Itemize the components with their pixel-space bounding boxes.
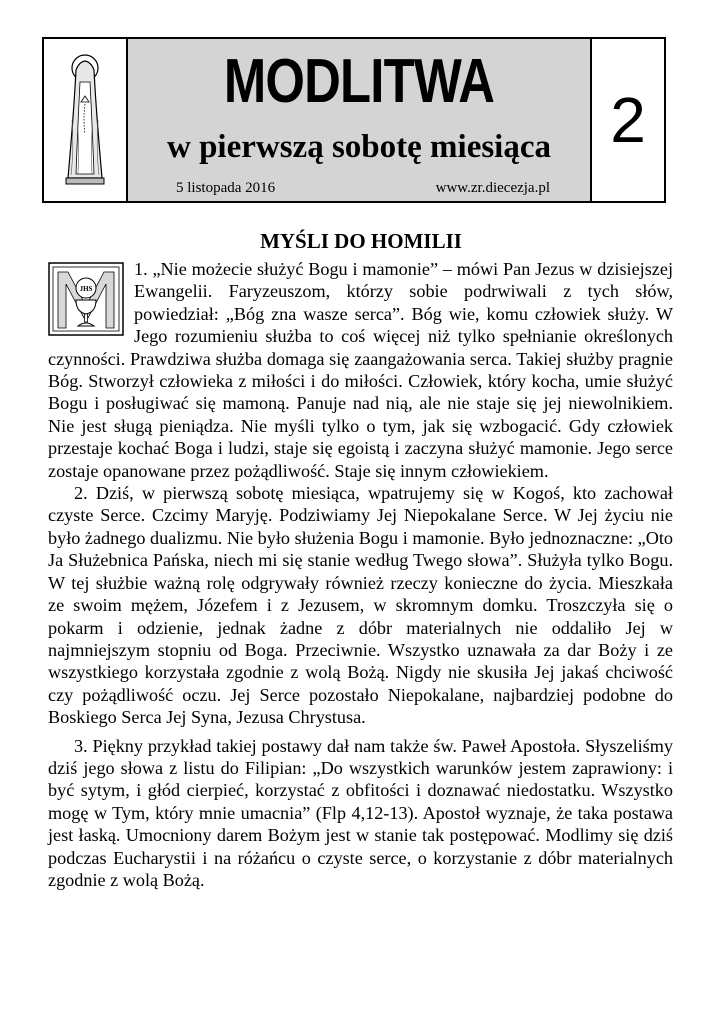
section-title: MYŚLI DO HOMILII	[260, 229, 462, 253]
page-title: MODLITWA	[223, 47, 495, 116]
paragraph-1	[48, 258, 673, 482]
website-url: www.zr.diecezja.pl	[435, 180, 550, 196]
madonna-statue-icon	[44, 39, 128, 201]
paragraph-3: 3. Piękny przykład takiej postawy dał nam także św. Paweł Apostoła. Słyszeliśmy dziś jego słowa z listu do Filipian: „Do wszystkich warunków jestem zaprawiony: i być sytym, i głód cierpieć, korzystać z obfitości i doznawać niedostatku. Wszystko mogę w Tym, który mnie umacnia” (Flp 4,12-13). Apostoł wyznaje, że taka postawa jest łaską. Umocniony darem Bożym jest w stanie tak postępować. Modlimy się dziś podczas Eucharystii i na różańcu o czyste serce, o korzystanie z dóbr materialnych zgodnie z wolą Bożą.	[48, 735, 673, 890]
issue-number: 2	[610, 84, 646, 156]
page-subtitle: w pierwszą sobotę miesiąca	[166, 129, 551, 165]
svg-text:JHS: JHS	[79, 285, 93, 293]
header-title-area	[128, 39, 592, 201]
jhs-chalice-initial-icon	[48, 262, 124, 336]
issue-date: 5 listopada 2016	[176, 180, 276, 196]
homily-text	[48, 258, 673, 891]
paragraph-1-text: 1. „Nie możecie służyć Bogu i mamonie” – mówi Pan Jezus w dzisiejszej Ewangelii. Faryzeuszom, którzy sobie podrwiwali z tych słów, powiedział: „Bóg zna wasze serca”. Bóg wie, komu człowiek służy. W Jego rozumieniu służba to coś więcej niż tylko spełnianie określonych czynności. Prawdziwa służba domaga się zaangażowania serca. Takiej służby pragnie Bóg. Stworzył człowieka z miłości i do miłości. Człowiek, który kocha, umie służyć Bogu i posługiwać się mamoną. Panuje nad nią, ale nie staje się jej niewolnikiem. Nie jest sługą pieniądza. Nie myśli tylko o tym, jak się wzbogacić. Gdy człowiek przestaje kochać Boga i ludzi, staje się egoistą i zaczyna służyć mamonie. Jego serce zostaje opanowane przez pożądliwość. Staje się innym człowiekiem.	[48, 259, 673, 481]
paragraph-2: 2. Dziś, w pierwszą sobotę miesiąca, wpatrujemy się w Kogoś, kto zachował czyste Serce. Czcimy Maryję. Podziwiamy Jej Niepokalane Serce. W Jej życiu nie było żadnego dualizmu. Nie było służenia Bogu i mamonie. Było jednoznaczne: „Oto Ja Służebnica Pańska, niech mi się stanie według Twego słowa”. Służyła tylko Bogu. W tej służbie ważną rolę odgrywały również rzeczy konieczne do życia. Mieszkała ze swoim mężem, Józefem i z Jezusem, w skromnym domku. Troszczyła się o pokarm i odzienie, jednak żadne z dóbr materialnych nie oddaliło Jej w najmniejszym stopniu od Boga. Przeciwnie. Wszystko uznawała za dar Boży i ze wszystkiego korzystała zgodnie z wolą Bożą. Nigdy nie skusiła Jej jakaś chciwość czy pożądliwość oczu. Jej Serce pozostało Niepokalane, najbardziej podobne do Boskiego Serca Jej Syna, Jezusa Chrystusa.	[48, 483, 673, 728]
header-box	[42, 37, 666, 203]
